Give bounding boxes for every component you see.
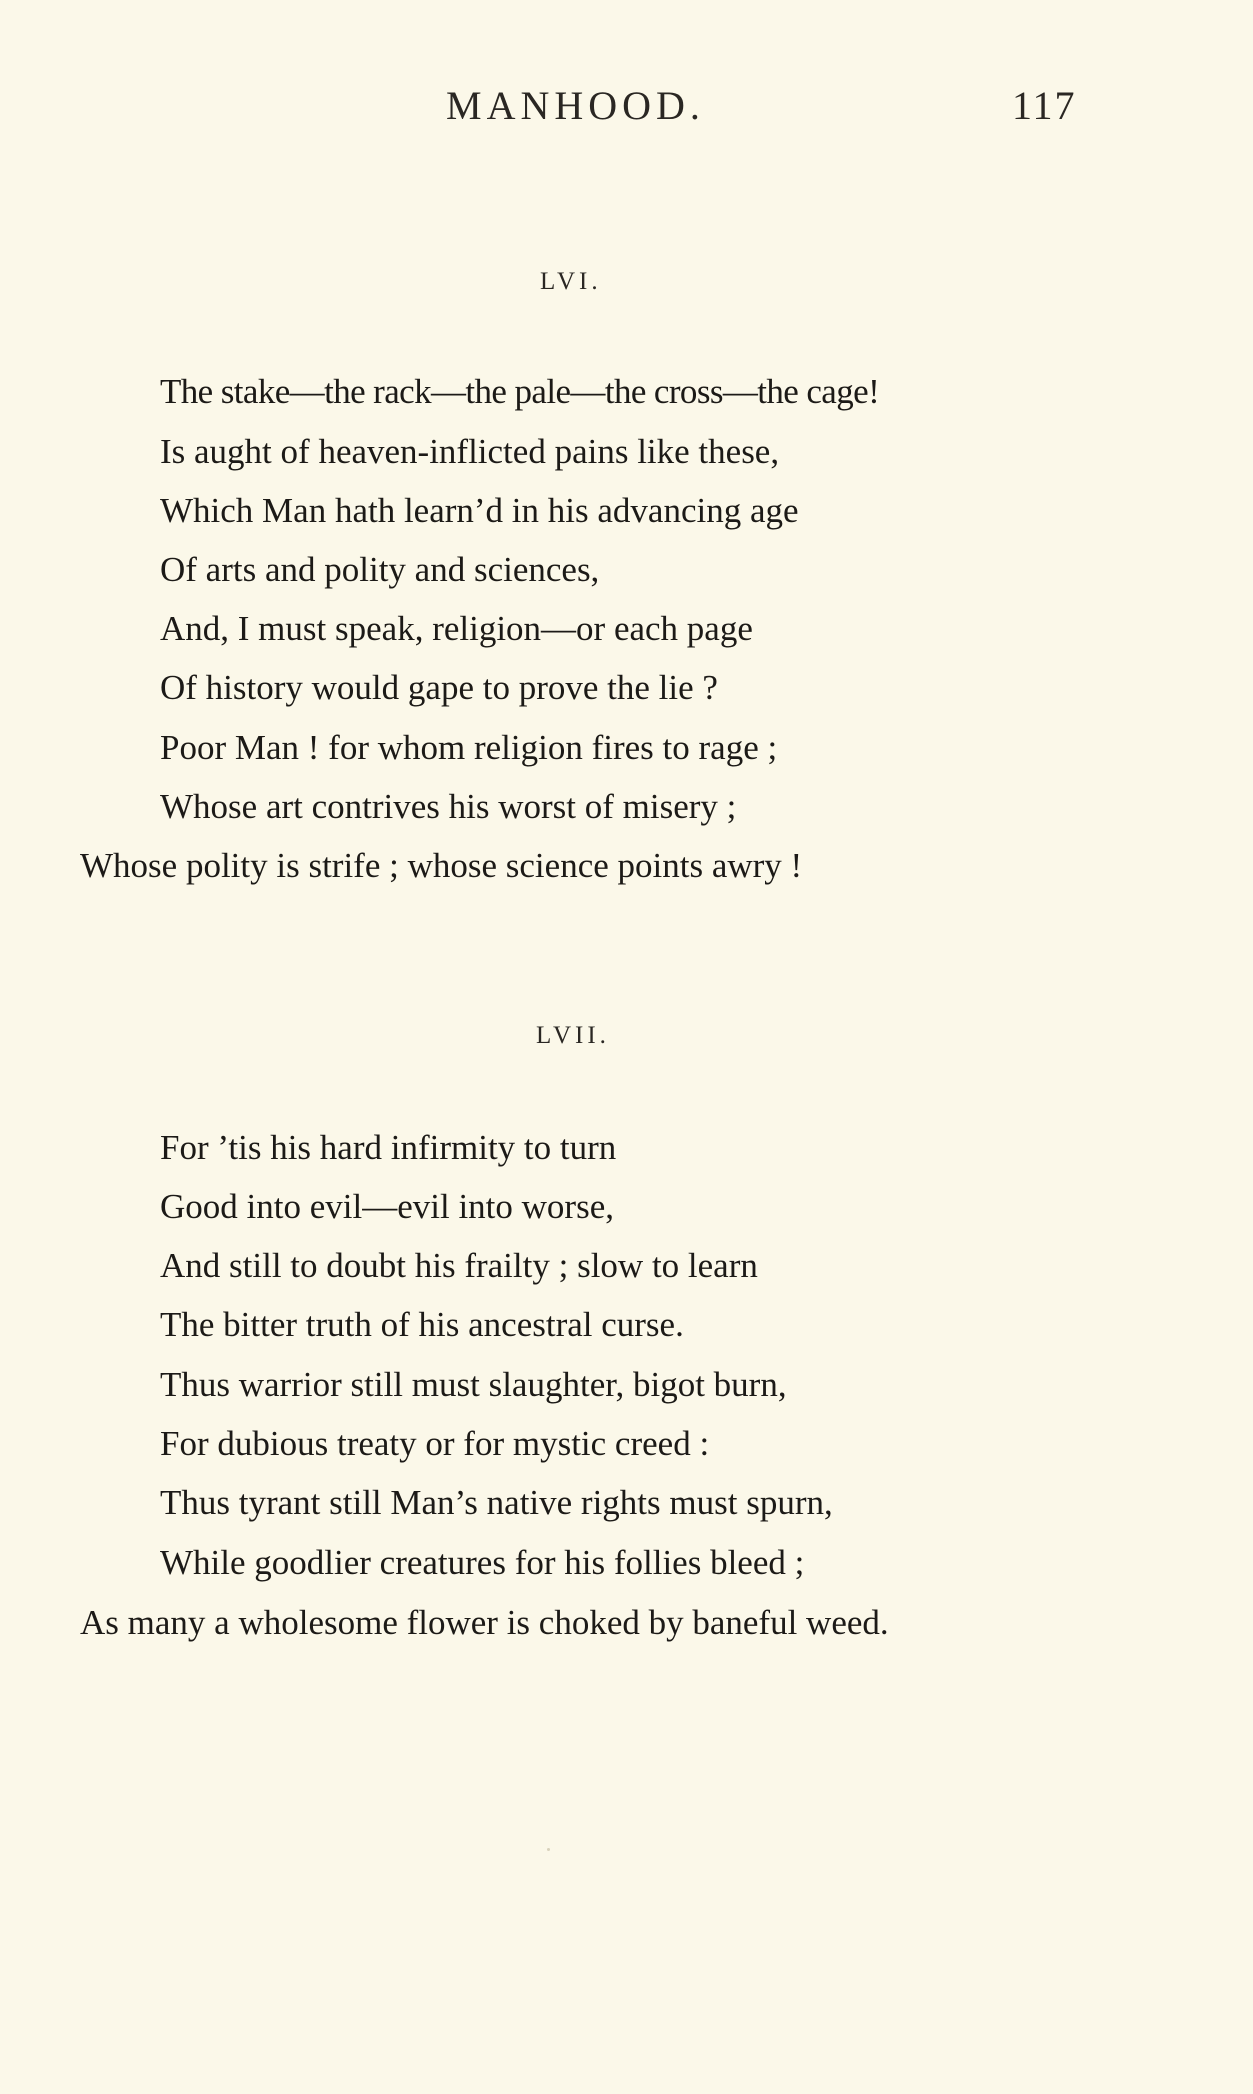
verse-line: Thus warrior still must slaughter, bigot burn, bbox=[160, 1365, 787, 1404]
verse-line: Whose polity is strife ; whose science points awry ! bbox=[80, 846, 803, 885]
verse-line: Thus tyrant still Man’s native rights must spurn, bbox=[160, 1483, 833, 1522]
verse-line: For ’tis his hard infirmity to turn bbox=[160, 1128, 617, 1167]
verse-line: Good into evil—evil into worse, bbox=[160, 1187, 614, 1226]
verse-line: The stake—the rack—the pale—the cross—the cage! bbox=[160, 372, 880, 411]
verse-line: As many a wholesome flower is choked by baneful weed. bbox=[80, 1603, 889, 1642]
running-title: MANHOOD. bbox=[446, 83, 705, 128]
verse-line: Which Man hath learn’d in his advancing age bbox=[160, 491, 799, 530]
verse-line: Of arts and polity and sciences, bbox=[160, 550, 600, 589]
verse-line: And still to doubt his frailty ; slow to learn bbox=[160, 1246, 758, 1285]
verse-line: Of history would gape to prove the lie ? bbox=[160, 668, 718, 707]
verse-line: Is aught of heaven-inflicted pains like these, bbox=[160, 432, 780, 471]
page-number: 117 bbox=[1012, 83, 1077, 128]
verse-line: While goodlier creatures for his follies bleed ; bbox=[160, 1543, 805, 1582]
verse-line: For dubious treaty or for mystic creed : bbox=[160, 1424, 710, 1463]
verse-line: Whose art contrives his worst of misery ; bbox=[160, 787, 737, 826]
verse-line: The bitter truth of his ancestral curse. bbox=[160, 1305, 684, 1344]
stanza-number-lvii: LVII. bbox=[536, 1022, 610, 1049]
paper-speck bbox=[547, 1848, 550, 1851]
verse-line: And, I must speak, religion—or each page bbox=[160, 609, 753, 648]
verse-line: Poor Man ! for whom religion fires to rage ; bbox=[160, 728, 778, 767]
stanza-number-lvi: LVI. bbox=[540, 268, 602, 295]
